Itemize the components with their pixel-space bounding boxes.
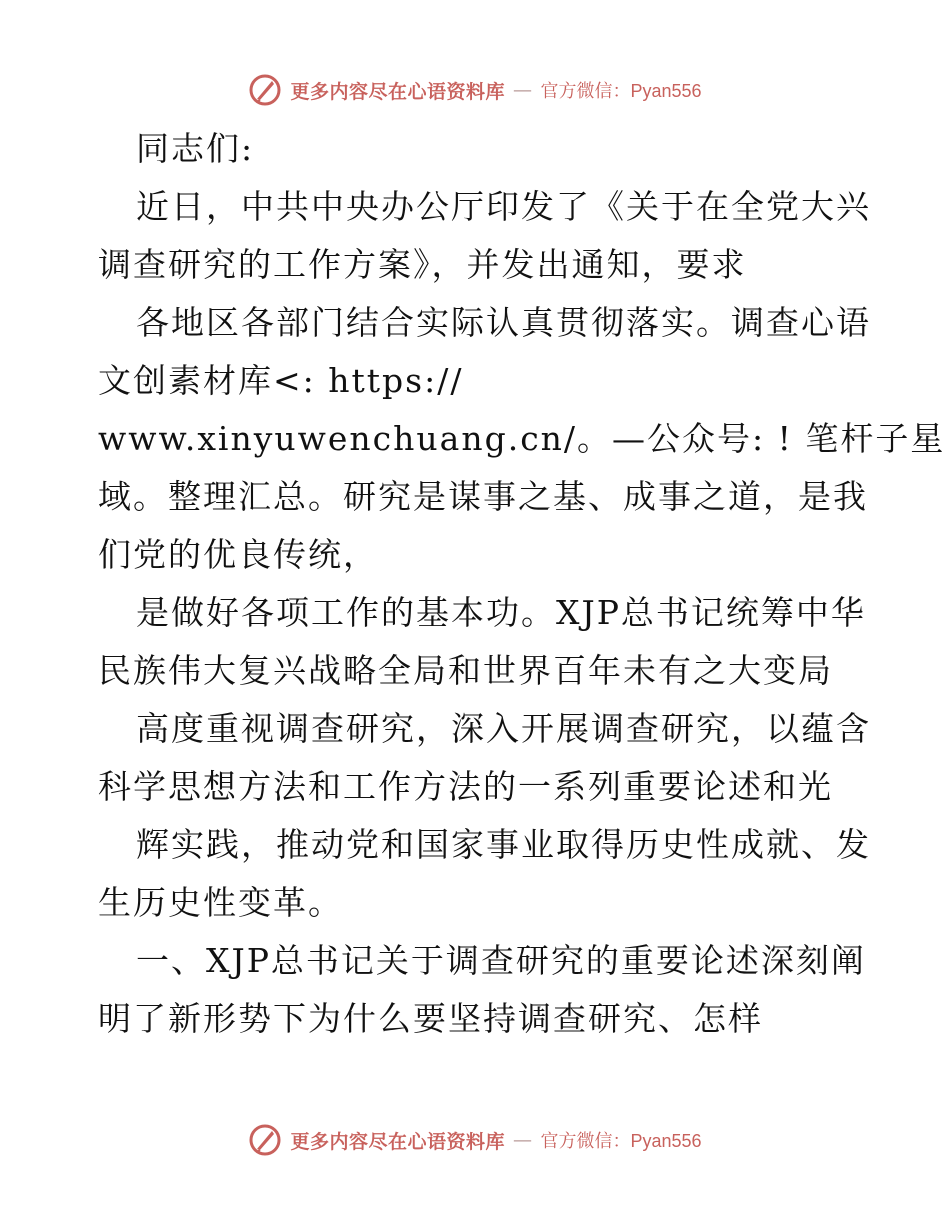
watermark-wechat-text: 官方微信：Pyan556 <box>540 81 702 101</box>
paragraph-line: 一、XJP总书记关于调查研究的重要论述深刻阐 <box>136 941 866 980</box>
paragraph-line: 高度重视调查研究，深入开展调查研究，以蕴含 <box>136 709 871 748</box>
footer-watermark <box>0 1120 950 1160</box>
paragraph-line: 明了新形势下为什么要坚持调查研究、怎样 <box>98 999 763 1038</box>
paragraph-line: 各地区各部门结合实际认真贯彻落实。调查心语 <box>136 303 871 342</box>
paragraph-line: 近日，中共中央办公厅印发了《关于在全党大兴 <box>136 187 871 226</box>
header-watermark <box>0 70 950 110</box>
paragraph-line: www.xinyuwenchuang.cn/。—公众号: ! 笔杆子星 <box>98 419 946 458</box>
paragraph-line: 辉实践，推动党和国家事业取得历史性成就、发 <box>136 825 871 864</box>
paragraph-line: 民族伟大复兴战略全局和世界百年未有之大变局 <box>98 651 833 690</box>
paragraph-line: 文创素材库<: https:// <box>98 361 464 400</box>
watermark-wechat-text: 官方微信：Pyan556 <box>540 1131 702 1151</box>
watermark-brand-text: 更多内容尽在心语资料库 <box>290 1130 505 1153</box>
feather-pen-logo-icon <box>248 73 282 107</box>
paragraph-line: 调查研究的工作方案》，并发出通知，要求 <box>98 245 747 284</box>
paragraph-line: 科学思想方法和工作方法的一系列重要论述和光 <box>98 767 833 806</box>
paragraph-line: 是做好各项工作的基本功。XJP总书记统筹中华 <box>136 593 866 632</box>
watermark-separator: — <box>512 1129 533 1151</box>
paragraph-line: 们党的优良传统， <box>98 535 378 574</box>
feather-pen-logo-icon <box>248 1123 282 1157</box>
document-body <box>98 120 946 1048</box>
paragraph-line: 域。整理汇总。研究是谋事之基、成事之道，是我 <box>98 477 868 516</box>
paragraph-line: 同志们: <box>136 129 255 168</box>
watermark-separator: — <box>512 79 533 101</box>
watermark-brand-text: 更多内容尽在心语资料库 <box>290 80 505 103</box>
paragraph-line: 生历史性变革。 <box>98 883 343 922</box>
